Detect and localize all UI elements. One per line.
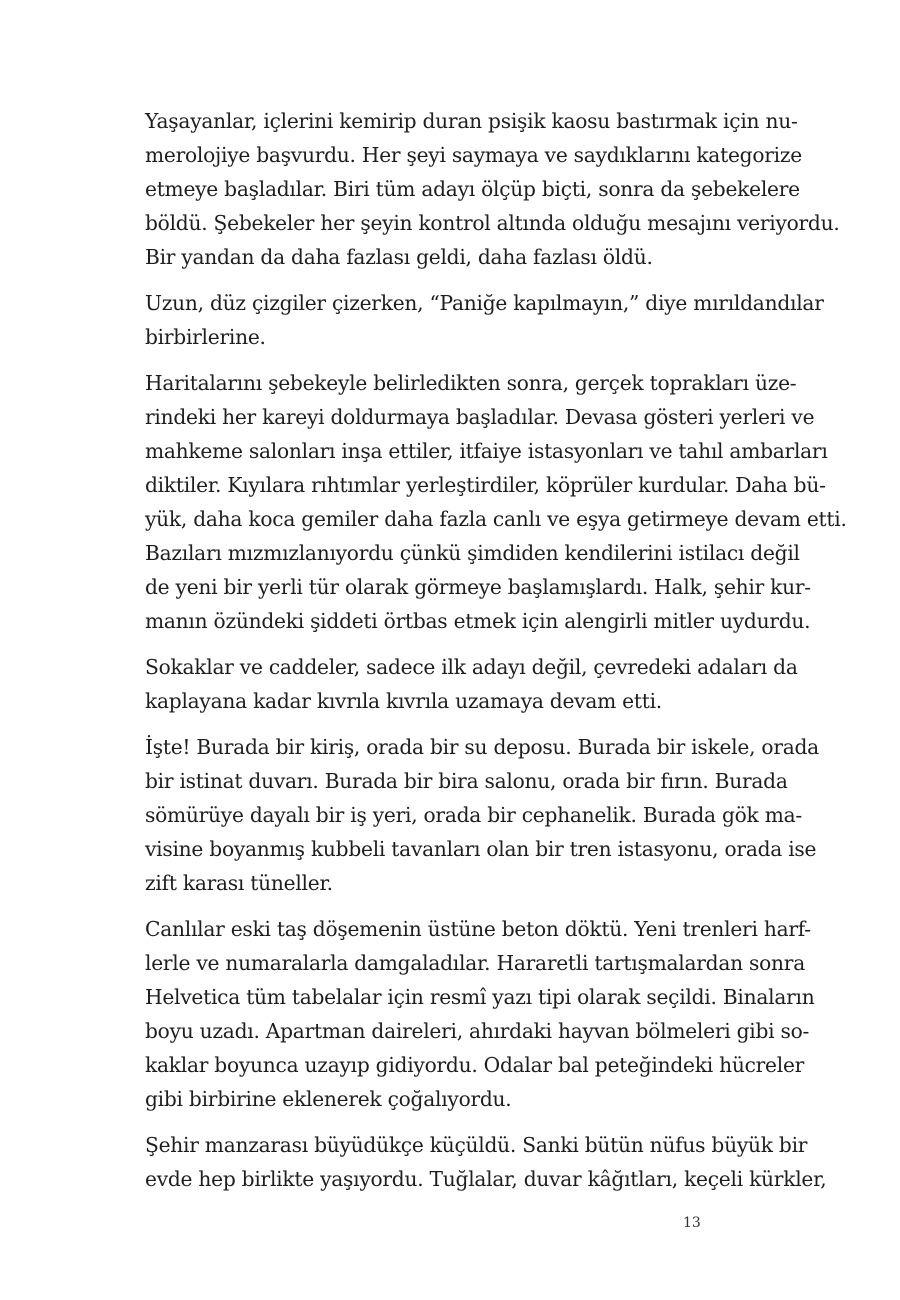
text-body: [145, 104, 847, 1208]
paragraph-1: [145, 104, 840, 274]
paragraph-3: [145, 366, 847, 638]
page-number: 13: [683, 1215, 701, 1231]
text-line: birbirlerine.: [145, 325, 266, 349]
text-line: kaplayana kadar kıvrıla kıvrıla uzamaya devam etti.: [145, 689, 662, 713]
text-line: etmeye başladılar. Biri tüm adayı ölçüp biçti, sonra da şebekelere: [145, 177, 800, 201]
text-line: Helvetica tüm tabelalar için resmî yazı tipi olarak seçildi. Binaların: [145, 985, 815, 1009]
paragraph-7: [145, 1128, 827, 1196]
text-line: bir istinat duvarı. Burada bir bira salonu, orada bir fırın. Burada: [145, 769, 788, 793]
text-line: Sokaklar ve caddeler, sadece ilk adayı değil, çevredeki adaları da: [145, 655, 798, 679]
text-line: mahkeme salonları inşa ettiler, itfaiye istasyonları ve tahıl ambarları: [145, 439, 828, 463]
paragraph-6: [145, 912, 815, 1116]
text-line: zift karası tüneller.: [145, 871, 333, 895]
text-line: evde hep birlikte yaşıyordu. Tuğlalar, duvar kâğıtları, keçeli kürkler,: [145, 1167, 827, 1191]
text-line: merolojiye başvurdu. Her şeyi saymaya ve saydıklarını kategorize: [145, 143, 802, 167]
text-line: Yaşayanlar, içlerini kemirip duran psişik kaosu bastırmak için nu-: [145, 109, 798, 133]
text-line: diktiler. Kıyılara rıhtımlar yerleştirdiler, köprüler kurdular. Daha bü-: [145, 473, 826, 497]
text-line: kaklar boyunca uzayıp gidiyordu. Odalar bal peteğindeki hücreler: [145, 1053, 805, 1077]
text-line: visine boyanmış kubbeli tavanları olan bir tren istasyonu, orada ise: [145, 837, 817, 861]
text-line: Canlılar eski taş döşemenin üstüne beton döktü. Yeni trenleri harf-: [145, 917, 811, 941]
paragraph-4: [145, 650, 798, 718]
text-line: de yeni bir yerli tür olarak görmeye başlamışlardı. Halk, şehir kur-: [145, 575, 811, 599]
text-line: lerle ve numaralarla damgaladılar. Hararetli tartışmalardan sonra: [145, 951, 805, 975]
text-line: Haritalarını şebekeyle belirledikten sonra, gerçek toprakları üze-: [145, 371, 797, 395]
text-line: Şehir manzarası büyüdükçe küçüldü. Sanki bütün nüfus büyük bir: [145, 1133, 808, 1157]
text-line: sömürüye dayalı bir iş yeri, orada bir cephanelik. Burada gök ma-: [145, 803, 802, 827]
paragraph-2: [145, 286, 824, 354]
text-line: rindeki her kareyi doldurmaya başladılar. Devasa gösteri yerleri ve: [145, 405, 815, 429]
text-line: Bazıları mızmızlanıyordu çünkü şimdiden kendilerini istilacı değil: [145, 541, 800, 565]
text-line: boyu uzadı. Apartman daireleri, ahırdaki hayvan bölmeleri gibi so-: [145, 1019, 810, 1043]
text-line: gibi birbirine eklenerek çoğalıyordu.: [145, 1087, 512, 1111]
text-line: Bir yandan da daha fazlası geldi, daha fazlası öldü.: [145, 245, 653, 269]
text-line: yük, daha koca gemiler daha fazla canlı ve eşya getirmeye devam etti.: [145, 507, 847, 531]
text-line: İşte! Burada bir kiriş, orada bir su deposu. Burada bir iskele, orada: [145, 735, 819, 759]
text-line: böldü. Şebekeler her şeyin kontrol altında olduğu mesajını veriyordu.: [145, 211, 840, 235]
paragraph-5: [145, 730, 819, 900]
text-line: manın özündeki şiddeti örtbas etmek için alengirli mitler uydurdu.: [145, 609, 811, 633]
text-line: Uzun, düz çizgiler çizerken, “Paniğe kapılmayın,” diye mırıldandılar: [145, 291, 824, 315]
